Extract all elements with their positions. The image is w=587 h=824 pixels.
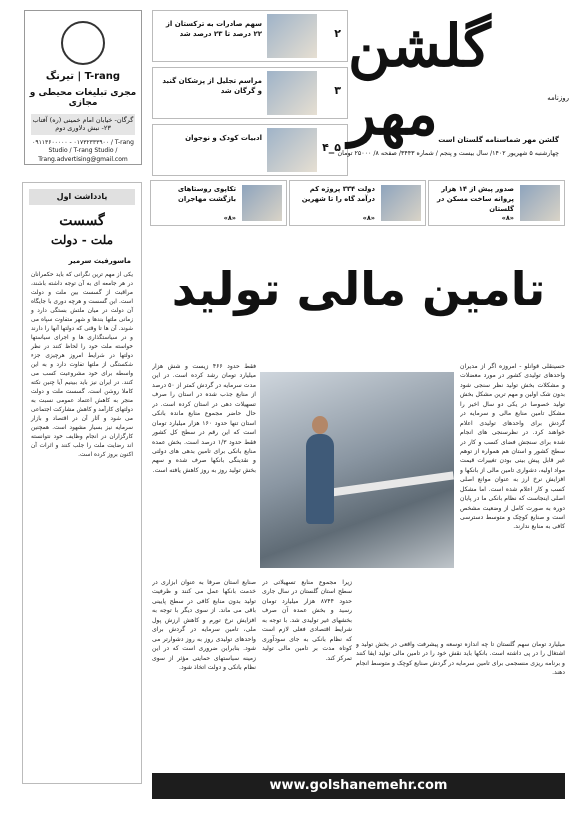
issue-dateline: چهارشنبه ۵ شهریور ۱۴۰۲/ سال بیست و پنجم / شماره ۳۴۴۳/ صفحه ۸/ ۲۵۰۰۰ تومان <box>337 150 559 157</box>
tirang-advertisement[interactable] <box>24 10 142 165</box>
editorial-author: ماسورفیث سرمیر <box>68 257 131 265</box>
news-box[interactable] <box>289 180 426 226</box>
conveyor-belt <box>330 471 454 496</box>
news-box[interactable] <box>428 180 565 226</box>
teaser-page-number: ۲ <box>334 27 341 40</box>
news-page-ref: «۸» <box>223 214 236 222</box>
bird-logo-icon <box>61 21 105 65</box>
teaser-thumbnail <box>267 71 317 115</box>
article-column: حسینقلی قوانلو - امروزه اگر از مدیران واحدهای تولیدی کشور در مورد معضلات و مشکلات بخش تولید نظر سنجی شود بدون شک اولین و مهم ترین مشکل بخش تولید خصوصا در یکی دو سال اخیر را مشکل تامین منابع مالی و سرمایه در گردش برای واحدهای تولیدی اعلام خواهند کرد. در نظرسنجی های انجام شده برای سنجش فضای کسب و کار در سطح کشور و استان هم همواره از توهم غیر قابل پیش بینی بودن تغییرات قیمت مواد اولیه، دشواری تامین مالی از بانکها و افزایش نرخ ارز به عنوان موانع اصلی کسب و کار اعلام شده است. اما مشکل اصلی اینجاست که نظام بانکی ما در پایان دوره به صورت کامل از وضعیت مشخص است و صنایع کوچک و متوسط دسترسی کافی به منابع ندارند. <box>460 363 565 531</box>
article-column: زیرا مجموع منابع تسهیلاتی در سطح استان گلستان در سال جاری حدود ۸۷۴۴ هزار میلیارد تومان رسید و بخش عمده آن صرف بخشهای غیر تولیدی شد. با توجه به شرایط اقتصادی فعلی لازم است که نظام بانکی به جای سودآوری کوتاه مدت بر تامین مالی تولید تمرکز کند. <box>262 579 352 662</box>
worker-figure <box>306 434 334 524</box>
teaser-page-number: ۴_۵ <box>322 141 341 154</box>
worker-head <box>312 416 328 434</box>
teaser-item[interactable] <box>152 124 348 176</box>
editorial-body: یکی از مهم ترین نگرانی که باید حکمرانان در هر جامعه ای به آن توجه داشته باشند، مراقبت از گسست بین ملت و دولت است. این گسست و هرچه دوری با جایگاه آن دولت در میان ملتش بستگی دارد و زمانی ملتها بندها و شهر متفاوت سپاه می شوند. آن ها تا وقتی که دولتها آنها را دارند و در سیاستگذاری ها و اجرای سیاستها خواسته ملت خود را لحاظ کنند در نظر دولتها در شرایط امروز هرچیزی جزء شکستگی از ملتها تفاوت دارد و به این واسطه برای خود مشروعیت کسب می کنند. در ایران نیز باید ببینیم آیا چنین نکته کاملا روشن است. گسست ملت و دولت منجر به کاهش اعتماد عمومی نسبت به دولتهای کارآمد و کاهش مشارکت اجتماعی می شود و آثار آن در اقتصاد و بازار سرمایه نیز بسیار مشهود است. همچنین کارگزاران در انجام وظایف خود نتوانسته اند رضایت ملت را جلب کنند و اثرات آن اکنون بروز کرده است. <box>31 272 133 458</box>
teaser-page-number: ۳ <box>334 84 341 97</box>
teaser-text: سهم صادرات به ترکستان از ۲۲ درصد تا ۲۳ درصد شد <box>165 20 262 39</box>
newspaper-tagline: گلشن مهر شماسنامه گلستان است <box>438 136 559 144</box>
editorial-heading: یادداشت اول <box>29 189 135 205</box>
factory-photo <box>260 372 454 568</box>
news-page-ref: «۸» <box>362 214 375 222</box>
main-headline: تامین مالی تولید <box>171 262 546 316</box>
editorial-subtitle: ملت - دولت <box>50 233 114 247</box>
teaser-text: ادبیات کودک و نوجوان <box>185 134 262 142</box>
news-page-ref: «۸» <box>501 214 514 222</box>
news-thumbnail <box>242 185 282 221</box>
newspaper-kind: روزنامه <box>547 94 569 102</box>
news-thumbnail <box>381 185 421 221</box>
teaser-thumbnail <box>267 128 317 172</box>
news-text: صدور پیش از ۱۴ هزار پروانه ساخت مسکن در گلستان <box>436 185 514 213</box>
editorial-title: گسست <box>59 213 105 229</box>
teaser-item[interactable] <box>152 67 348 119</box>
website-footer[interactable]: www.golshanemehr.com <box>152 773 565 799</box>
news-strip <box>152 180 565 224</box>
article-column: صنایع استان صرفا به عنوان ابزاری در خدمت بانکها عمل می کنند و ظرفیت تولید بدون منابع کافی در سطح پایینی باقی می ماند. از سوی دیگر با توجه به افزایش نرخ تورم و کاهش ارزش پول ملی، تامین سرمایه در گردش برای واحدهای تولیدی روز به روز دشوارتر می شود. بنابراین ضروری است که در این زمینه سیاستهای حمایتی مؤثر از سوی نظام بانکی و دولت اتخاذ شود. <box>152 579 256 671</box>
news-text: تکاپوی روستاهای بازگشت مهاجران <box>177 185 236 203</box>
ad-address: گرگان- خیابان امام خمینی (ره) آفتاب ۲۳- نبش دلاوری دوم <box>31 114 135 135</box>
news-thumbnail <box>520 185 560 221</box>
article-column: فقط حدود ۴۶۶ زیست و شش هزار میلیارد تومان رشد کرده است. در این مدت سرمایه در گردش کمتر از ۵۰ درصد از منابع جذب شده در استان را صرف تسهیلات دهی در استان کرده است. در حال حاضر مجموع منابع مانده بانکی استان تنها حدود ۱۶۰ هزار میلیارد تومان است که این رقم در سطح کل کشور فقط حدود ۱/۳ درصد است. بخش عمده منابع بانکی برای تامین بدهی های دولتی و نقدینگی بانکها صرف شده و سهم بخش تولید روز به روز کاهش یافته است. <box>152 363 256 474</box>
teaser-item[interactable] <box>152 10 348 62</box>
masthead <box>337 10 569 157</box>
teaser-thumbnail <box>267 14 317 58</box>
teaser-text: مراسم تجلیل از پزشکان گنبد و گرگان شد <box>162 77 262 96</box>
editorial-column <box>22 182 142 784</box>
page-teasers <box>152 10 346 175</box>
news-box[interactable] <box>150 180 287 226</box>
news-text: دولت ۳۳۴ پروژه کم درآمد گاه را تا شهرین <box>301 185 375 203</box>
ad-brand: تیرنگ | T-rang <box>45 71 121 82</box>
newspaper-title: گلشن مهر <box>348 12 491 148</box>
ad-contact: ۰۹۱۱۳۶۰۰۰۰۰ - ۰۱۷۳۲۳۳۳۹۰۰ / T-rang Studio / T-rang Studio / Trang.advertising@gmail.com <box>32 138 134 163</box>
article-column: میلیارد تومان سهم گلستان تا چه اندازه توسعه و پیشرفت واقعی در بخش تولید و اشتغال را در پی داشته است. بانکها باید نقش خود را در تامین مالی تولید ایفا کنند و برنامه ریزی منسجمی برای تامین سرمایه در گردش صنایع کوچک و متوسط انجام دهند. <box>356 641 565 677</box>
ad-slogan: مجری تبلیغات محیطی و مجازی <box>29 88 137 108</box>
